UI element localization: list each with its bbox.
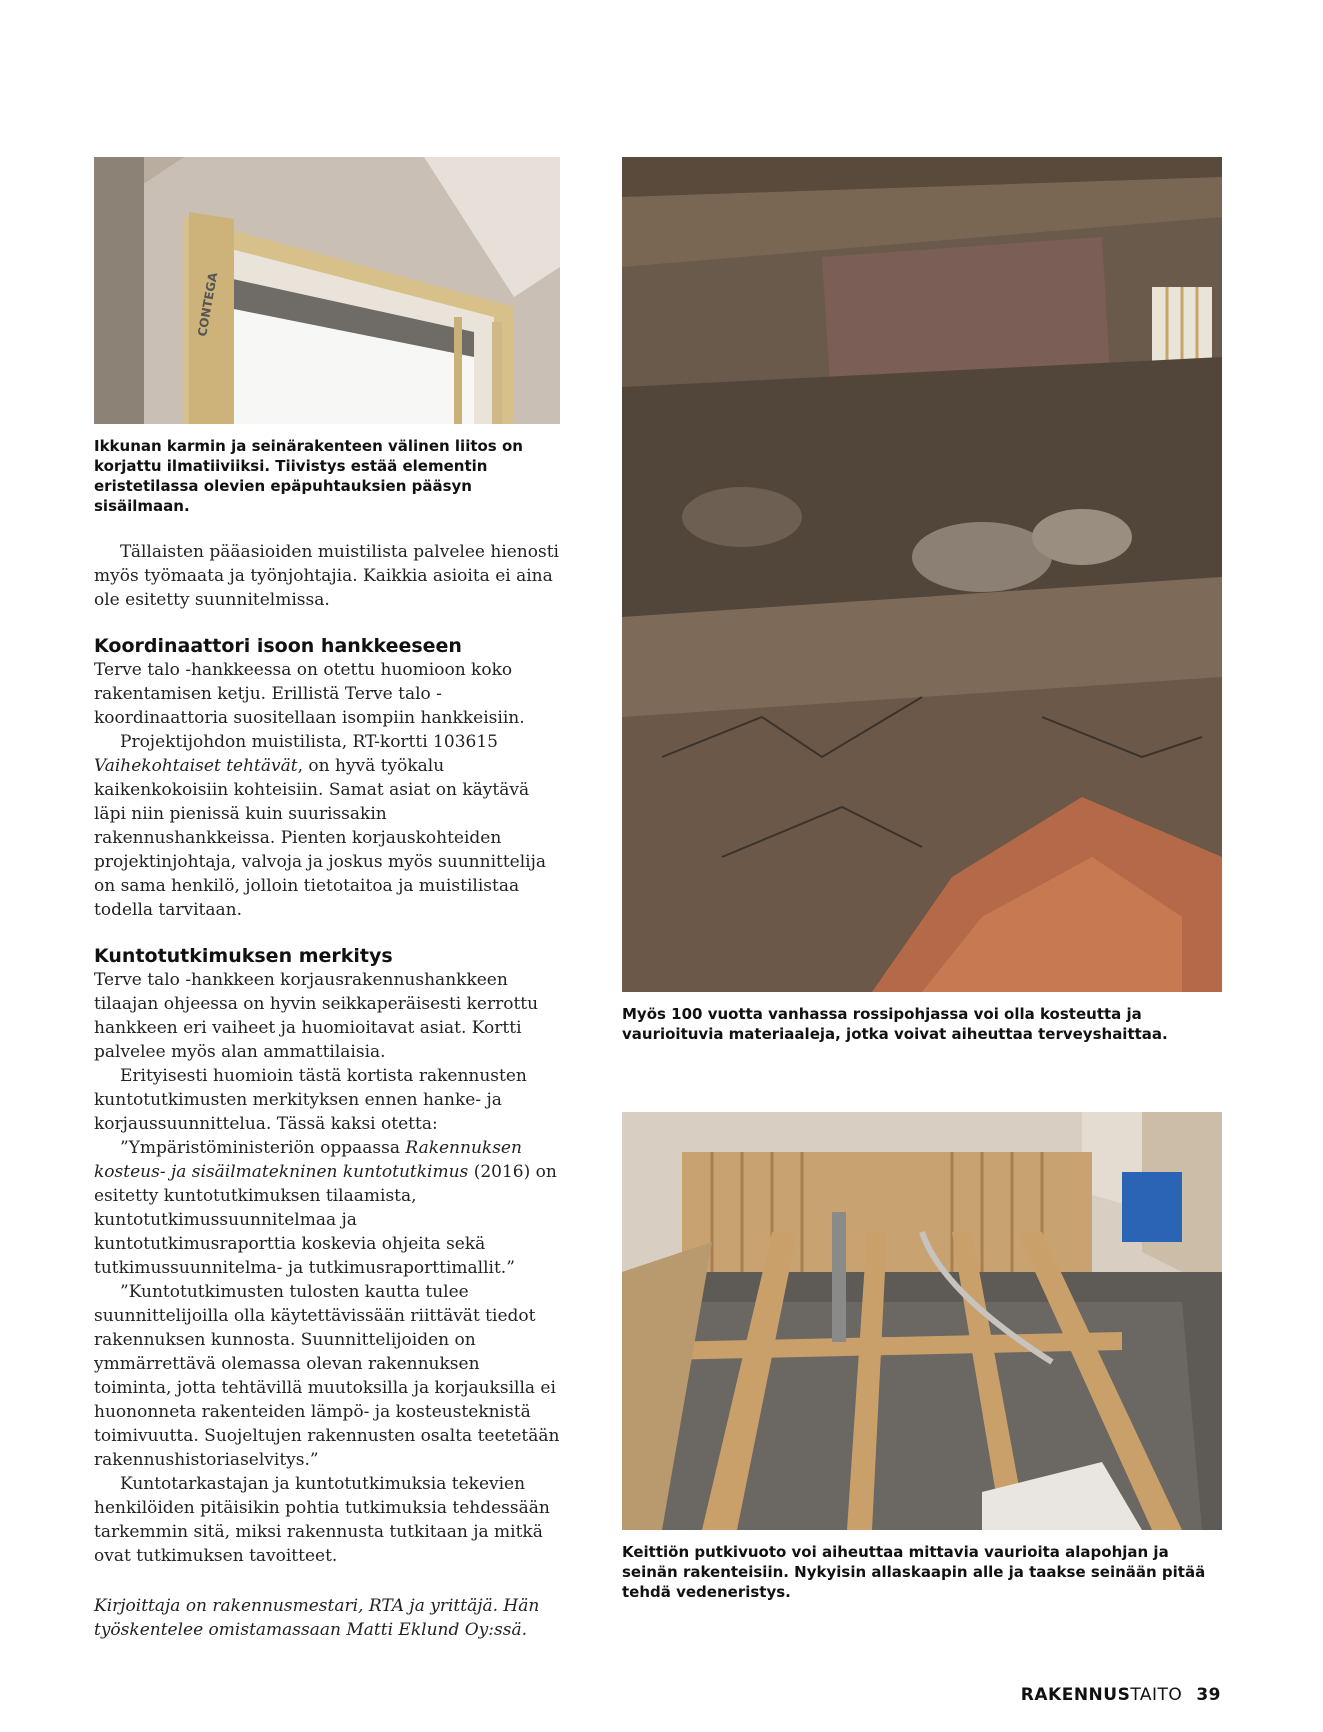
paragraph-coordinator-1: Terve talo -hankkeessa on otettu huomioon koko rakentamisen ketju. Erillistä Terve talo -koordinaattoria suositellaan isompiin hankkeisiin. [94, 660, 525, 728]
caption-window: Ikkunan karmin ja seinärakenteen välinen liitos on korjattu ilmatiiviiksi. Tiivistys estää elementin eristetilassa olevien epäpuhtauksien pääsyn sisäilmaan. [94, 437, 523, 515]
paragraph-survey-2: Erityisesti huomioin tästä kortista rakennusten kuntotutkimusten merkityksen ennen hanke- ja korjaussuunnittelua. Tässä kaksi otetta: [94, 1066, 527, 1134]
tape-text: CONTEGA [195, 271, 221, 338]
photo-kitchen-floor [622, 1112, 1222, 1530]
paragraph-survey-1: Terve talo -hankkeen korjausrakennushankkeen tilaajan ohjeessa on hyvin seikkaperäisesti kerrottu hankkeen eri vaiheet ja huomioitavat asiat. Kortti palvelee myös alan ammattilaisia. [94, 970, 539, 1062]
quote-1-text-cont: (2016) on esitetty kuntotutkimuksen tilaamista, kuntotutkimussuunnitelmaa ja kuntotutkimusraporttia koskevia ohjeita sekä tutkimussuunnitelma- ja tutkimusraporttimallit.” [94, 1162, 557, 1278]
article-body [94, 540, 560, 1642]
magazine-name-light: TAITO [1130, 1685, 1183, 1705]
author-note: Kirjoittaja on rakennusmestari, RTA ja yrittäjä. Hän työskentelee omistamassaan Matti Eklund Oy:ssä. [94, 1596, 540, 1640]
rt-card-title: Vaihekohtaiset tehtävät [94, 756, 298, 776]
photo-window-frame [94, 157, 560, 424]
paragraph-quote-2: ”Kuntotutkimusten tulosten kautta tulee suunnittelijoilla olla käytettävissään riittävät tiedot rakennuksen kunnosta. Suunnittelijoiden on ymmärrettävä olemassa olevan rakennuksen toiminta, jotta tehtävillä muutoksilla ja korjauksilla ei huononneta rakenteiden lämpö- ja kosteusteknistä toimivuutta. Suojeltujen rakennusten osalta teetetään rakennushistoriaselvitys.” [94, 1282, 560, 1470]
paragraph-coordinator-2 [94, 730, 560, 922]
rt-card-text: Projektijohdon muistilista, RT-kortti 103615 [120, 732, 498, 752]
quote-1-title: Rakennuksen kosteus- ja sisäilmatekninen kuntotutkimus [94, 1138, 522, 1182]
page-footer [1021, 1685, 1221, 1705]
caption-kitchen: Keittiön putkivuoto voi aiheuttaa mittavia vaurioita alapohjan ja seinän rakenteisiin. Nykyisin allaskaapin alle ja taakse seinään pitää tehdä vedeneristys. [622, 1543, 1206, 1601]
paragraph-survey-3: Kuntotarkastajan ja kuntotutkimuksia tekevien henkilöiden pitäisikin pohtia tutkimuksia tehdessään tarkemmin sitä, miksi rakennusta tutkitaan ja mitkä ovat tutkimuksen tavoitteet. [94, 1474, 550, 1566]
heading-coordinator: Koordinaattori isoon hankkeeseen [94, 635, 462, 657]
rt-card-text-cont: , on hyvä työkalu kaikenkokoisiin kohteisiin. Samat asiat on käytävä läpi niin pienissä kuin suurissakin rakennushankkeissa. Pienten korjauskohteiden projektinjohtaja, valvoja ja joskus myös suunnittelija on sama henkilö, jolloin tietotaitoa ja muistilistaa todella tarvitaan. [94, 756, 547, 920]
page-number: 39 [1196, 1685, 1221, 1705]
heading-condition-survey: Kuntotutkimuksen merkitys [94, 945, 393, 967]
paragraph-intro: Tällaisten pääasioiden muistilista palvelee hienosti myös työmaata ja työnjohtajia. Kaikkia asioita ei aina ole esitetty suunnitelmissa. [94, 542, 559, 610]
caption-crawlspace: Myös 100 vuotta vanhassa rossipohjassa voi olla kosteutta ja vaurioituvia materiaaleja, jotka voivat aiheuttaa terveyshaittaa. [622, 1005, 1168, 1043]
photo-crawlspace [622, 157, 1222, 992]
quote-1-text: ”Ympäristöministeriön oppaassa [120, 1138, 406, 1158]
paragraph-quote-1 [94, 1136, 560, 1280]
magazine-name-strong: RAKENNUS [1020, 1685, 1131, 1705]
